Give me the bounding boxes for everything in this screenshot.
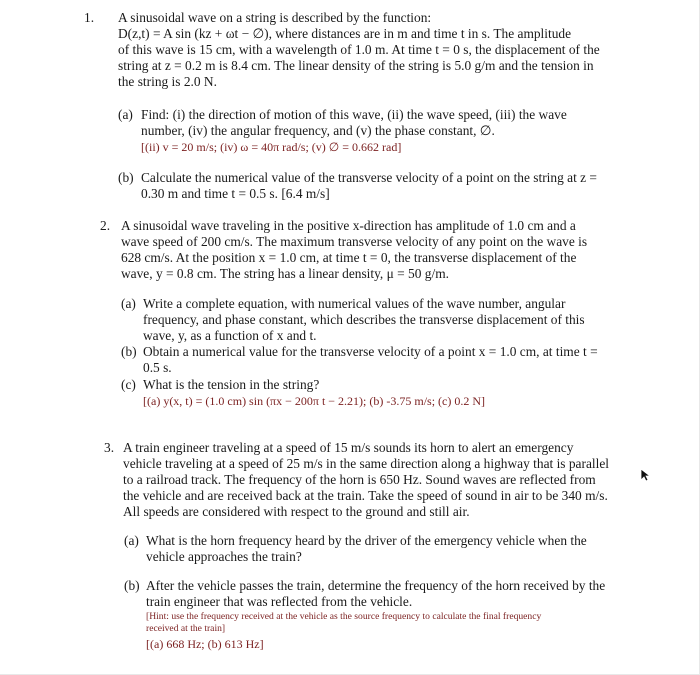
part-text-line: frequency, and phase constant, which describes the transverse displacement of this [143,312,585,327]
part-text-line: Write a complete equation, with numerical values of the wave number, angular [143,296,566,311]
part-text-line: Find: (i) the direction of motion of this wave, (ii) the wave speed, (iii) the wave [141,107,567,122]
problem-text-line: A sinusoidal wave traveling in the positive x-direction has amplitude of 1.0 cm and a [121,218,576,233]
problem-text-line: of this wave is 15 cm, with a wavelength of 1.0 m. At time t = 0 s, the displacement of the [118,42,600,57]
problem-number: 3. [104,440,115,455]
part-text-line: 0.5 s. [143,360,172,375]
answer: [(ii) v = 20 m/s; (iv) ω = 40π rad/s; (v) ∅ = 0.662 rad] [141,140,402,154]
problem-text-line: string at z = 0.2 m is 8.4 cm. The linear density of the string is 5.0 g/m and the tension in [118,58,594,73]
part-label: (b) [124,578,140,593]
part-text-line: 0.30 m and time t = 0.5 s. [6.4 m/s] [141,186,330,201]
hint-line: [Hint: use the frequency received at the vehicle as the source frequency to calculate the final frequency [146,611,542,622]
part-label: (c) [121,377,136,392]
problem-text-line: to a railroad track. The frequency of the horn is 650 Hz. Sound waves are reflected from [123,472,596,487]
problem-text-line: wave, y = 0.8 cm. The string has a linear density, μ = 50 g/m. [121,266,449,281]
part-text-line: Calculate the numerical value of the transverse velocity of a point on the string at z = [141,170,597,185]
problem-text-line: vehicle traveling at a speed of 25 m/s in the same direction along a highway that is parallel [123,456,609,471]
problem-text-line: All speeds are considered with respect to the ground and still air. [123,504,470,519]
part-text-line: What is the horn frequency heard by the driver of the emergency vehicle when the [146,533,587,548]
problem-text-line: D(z,t) = A sin (kz + ωt − ∅), where distances are in m and time t in s. The amplitude [118,26,572,41]
part-label: (a) [124,533,139,548]
problem-text-line: A train engineer traveling at a speed of 15 m/s sounds its horn to alert an emergency [123,440,574,455]
hint-line: received at the train] [146,623,226,634]
part-text-line: wave, y, as a function of x and t. [143,328,317,343]
part-text-line: Obtain a numerical value for the transverse velocity of a point x = 1.0 cm, at time t = [143,344,598,359]
part-text-line: number, (iv) the angular frequency, and (v) the phase constant, ∅. [141,123,495,138]
answer: [(a) y(x, t) = (1.0 cm) sin (πx − 200π t − 2.21); (b) -3.75 m/s; (c) 0.2 N] [143,394,486,408]
part-label: (a) [118,107,133,122]
problem-text-line: the string is 2.0 N. [118,74,217,89]
problem-text-line: wave speed of 200 cm/s. The maximum transverse velocity of any point on the wave is [121,234,588,249]
part-text-line: train engineer that was reflected from the vehicle. [146,594,413,609]
part-text-line: vehicle approaches the train? [146,549,302,564]
part-label: (a) [121,296,136,311]
problem-number: 2. [100,218,111,233]
part-text-line: What is the tension in the string? [143,377,320,392]
part-label: (b) [121,344,137,359]
part-label: (b) [118,170,134,185]
problem-text-line: 628 cm/s. At the position x = 1.0 cm, at time t = 0, the transverse displacement of the [121,250,577,265]
problem-text-line: the vehicle and are received back at the train. Take the speed of sound in air to be 340 m/s. [123,488,608,503]
problem-number: 1. [84,10,95,25]
problem-text-line: A sinusoidal wave on a string is described by the function: [118,10,432,25]
answer: [(a) 668 Hz; (b) 613 Hz] [146,637,264,651]
mouse-cursor-icon [640,468,652,482]
part-text-line: After the vehicle passes the train, determine the frequency of the horn received by the [146,578,606,593]
